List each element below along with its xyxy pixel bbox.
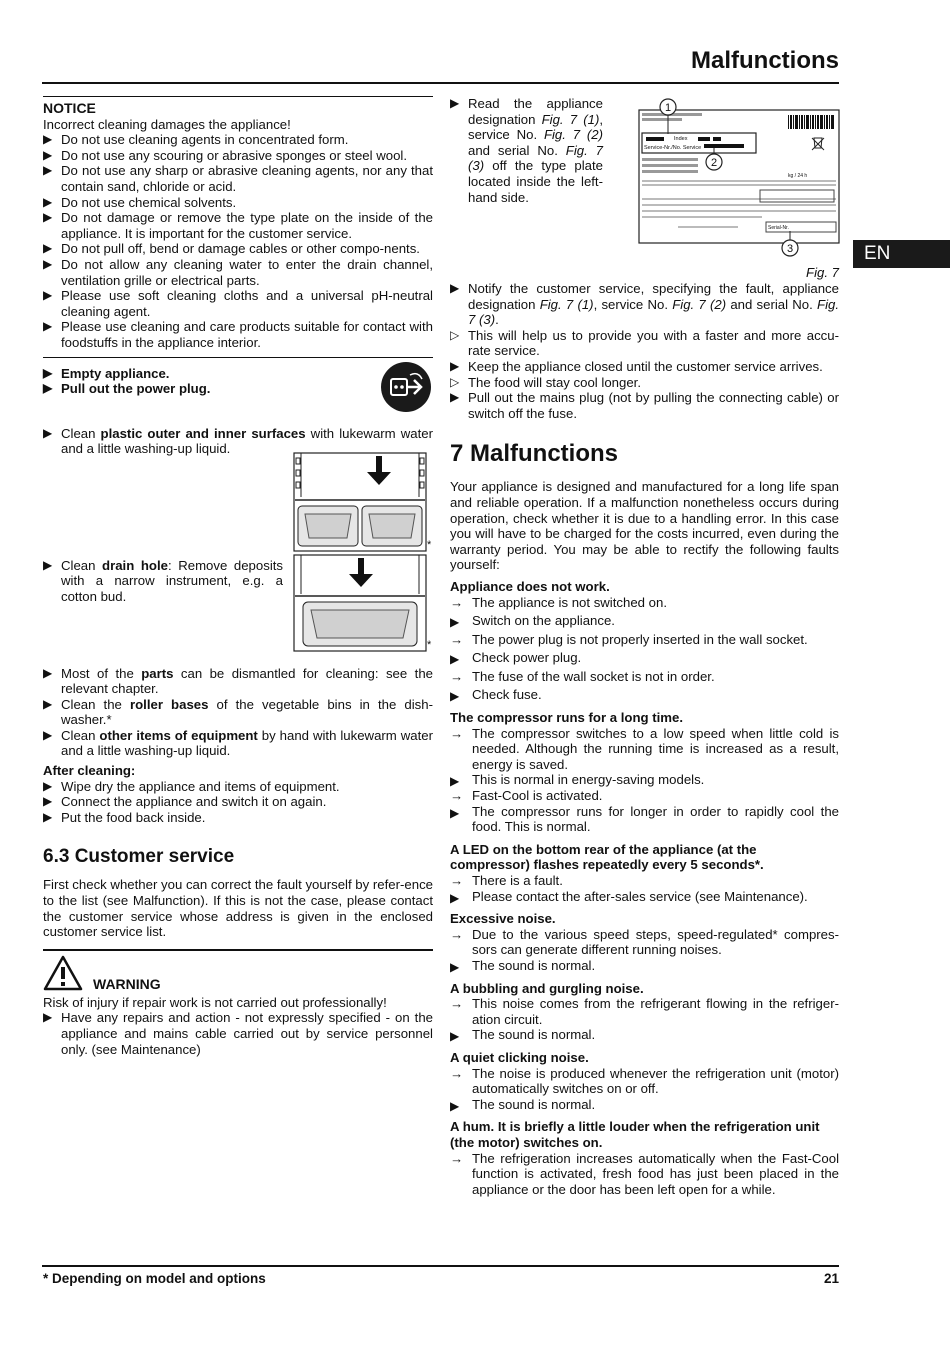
triangle-bullet-icon: ▶: [450, 774, 460, 789]
language-tab: EN: [853, 240, 950, 268]
notice-item: ▶ Do not use any sharp or abrasive cleaning agents, nor any that contain sand, chloride or acid.: [43, 163, 433, 194]
fault-cause: → This noise comes from the refrigerant flowing in the refriger-ation circuit.: [450, 996, 839, 1027]
service-step-item: ▷ This will help us to provide you with a faster and more accu-rate service.: [450, 327, 839, 359]
left-column: [43, 96, 433, 1057]
arrow-icon: →: [450, 594, 464, 610]
triangle-bullet-icon: ▶: [43, 132, 53, 147]
fault-remedy: ▶ The sound is normal.: [450, 1096, 596, 1113]
arrow-icon: →: [450, 926, 464, 942]
plate-kg-text: kg / 24 h: [788, 173, 808, 179]
plate-serial-text: Serial-Nr.: [768, 225, 789, 231]
fault-title: Excessive noise.: [450, 911, 556, 927]
fault-remedy: ▶ The sound is normal.: [450, 1027, 596, 1044]
section-6-3-text: First check whether you can correct the fault yourself by refer-ence to the list (see Malfunction). If this is not the case, please contact the customer service whose address is given in the enclosed customer service list.: [43, 877, 433, 940]
fault-group: [450, 579, 839, 703]
after-notify-list: [450, 328, 839, 422]
fault-group: [450, 842, 839, 904]
triangle-bullet-icon: ▷: [450, 374, 460, 389]
triangle-bullet-icon: ▶: [450, 1029, 460, 1044]
warning-item: ▶ Have any repairs and action - not expressly specified - on the appliance and mains cable carried out by service personnel only. (see Maintenance): [43, 1010, 433, 1057]
parts-item: ▶ Most of the parts can be dismantled for cleaning: see the relevant chapter.: [43, 665, 433, 697]
callout-3: 3: [786, 243, 794, 255]
triangle-bullet-icon: ▶: [450, 959, 460, 974]
warning-header: [43, 955, 433, 995]
fault-group: [450, 981, 839, 1043]
header-rule: [42, 82, 839, 84]
plate-index-text: Index: [674, 136, 688, 142]
fault-remedy: ▶ Check fuse.: [450, 687, 542, 704]
notice-bottom-rule: [43, 351, 433, 358]
fault-title: A quiet clicking noise.: [450, 1049, 589, 1065]
triangle-bullet-icon: ▶: [43, 241, 53, 256]
fault-title: A hum. It is briefly a little louder when the refrigeration unit (the motor) switches on.: [450, 1119, 820, 1150]
arrow-icon: →: [450, 996, 464, 1012]
arrow-icon: →: [450, 1065, 464, 1081]
after-cleaning-item: ▶ Connect the appliance and switch it on again.: [43, 794, 327, 810]
clean-surfaces-block: [43, 426, 433, 558]
fault-cause: → The compressor switches to a low speed when little cold is needed. Although the running time is increased as a result, energy is saved.: [450, 725, 839, 772]
fault-cause: → Due to the various speed steps, speed-regulated* compres-sors can generate different running noises.: [450, 926, 839, 958]
section-6-3-title: 6.3 Customer service: [43, 846, 235, 868]
clean-drain-item: ▶ Clean drain hole: Remove deposits with a narrow instrument, e.g. a cotton bud.: [43, 557, 284, 604]
fault-group: [450, 710, 839, 835]
fault-cause: → There is a fault.: [450, 873, 563, 888]
right-column: [450, 96, 839, 1197]
notice-top-rule: [43, 96, 433, 97]
faults-list: [450, 579, 839, 1197]
clean-surfaces-item: ▶ Clean plastic outer and inner surfaces with lukewarm water and a little washing-up liquid.: [43, 425, 433, 457]
clean-drain-block: [43, 558, 433, 666]
arrow-icon: →: [450, 631, 464, 647]
triangle-bullet-icon: ▶: [450, 805, 460, 820]
triangle-bullet-icon: ▶: [43, 256, 53, 271]
triangle-bullet-icon: ▶: [450, 615, 460, 630]
notice-item: ▶ Please use soft cleaning cloths and a universal pH-neutral cleaning agent.: [43, 288, 433, 319]
arrow-icon: →: [450, 788, 464, 804]
page-number: 21: [823, 1271, 839, 1286]
triangle-bullet-icon: ▶: [43, 163, 53, 178]
triangle-bullet-icon: ▶: [43, 778, 53, 793]
triangle-bullet-icon: ▶: [43, 794, 53, 809]
service-step-item: ▶ Keep the appliance closed until the customer service arrives.: [450, 358, 823, 374]
fault-remedy: ▶ The sound is normal.: [450, 957, 596, 974]
triangle-bullet-icon: ▶: [43, 210, 53, 225]
section-7-text: Your appliance is designed and manufactured for a long life span and reliable operation. If a malfunction nonetheless occurs during operation, check whether it is due to a handling error. In this case you will have to be charged for the costs incurred, even during the warranty period. You may be able to rectify the following faults yourself:: [450, 479, 839, 573]
after-cleaning-item: ▶ Put the food back inside.: [43, 809, 206, 825]
triangle-bullet-icon: ▶: [450, 689, 460, 704]
warning-intro: Risk of injury if repair work is not carried out professionally!: [43, 994, 387, 1010]
notice-item: ▶ Do not damage or remove the type plate on the inside of the appliance. It is important for the customer service.: [43, 210, 433, 241]
section-7-title: 7 Malfunctions: [450, 440, 619, 468]
footer-rule: [42, 1265, 839, 1267]
rollers-item: ▶ Clean the roller bases of the vegetable bins in the dish-washer.*: [43, 696, 433, 728]
triangle-bullet-icon: ▷: [450, 327, 460, 342]
notice-item: ▶ Do not pull off, bend or damage cables or other compo-nents.: [43, 241, 420, 257]
type-plate-figure: [638, 98, 840, 258]
fault-title: The compressor runs for a long time.: [450, 710, 684, 726]
fault-remedy: ▶ The compressor runs for longer in order to rapidly cool the food. This is normal.: [450, 803, 839, 835]
arrow-icon: →: [450, 668, 464, 684]
fault-cause: → The power plug is not properly inserted in the wall socket.: [450, 631, 808, 647]
notice-item: ▶ Please use cleaning and care products suitable for contact with foodstuffs in the appliance interior.: [43, 319, 433, 350]
fault-group: [450, 911, 839, 973]
triangle-bullet-icon: ▶: [43, 288, 53, 303]
after-cleaning-item: ▶ Wipe dry the appliance and items of equipment.: [43, 778, 340, 794]
notice-item: ▶ Do not allow any cleaning water to enter the drain channel, ventilation grille or electrical parts.: [43, 256, 433, 288]
step-unplug: ▶ Pull out the power plug.: [43, 381, 211, 397]
after-cleaning-title: After cleaning:: [43, 763, 136, 779]
plate-service-text: Service-Nr./No. Service: [644, 145, 702, 151]
callout-1: 1: [664, 102, 672, 114]
triangle-bullet-icon: ▶: [43, 147, 53, 162]
fault-cause: → The appliance is not switched on.: [450, 594, 667, 610]
notify-item: ▶ Notify the customer service, specifying the fault, appliance designation Fig. 7 (1), service No. Fig. 7 (2) and serial No. Fig. 7 (3).: [450, 281, 840, 328]
fault-remedy: ▶ This is normal in energy-saving models.: [450, 772, 705, 789]
triangle-bullet-icon: ▶: [450, 390, 460, 405]
notice-item: ▶ Do not use cleaning agents in concentrated form.: [43, 132, 349, 148]
asterisk-1: *: [427, 538, 432, 551]
fault-remedy: ▶ Please contact the after-sales service (see Maintenance).: [450, 888, 808, 905]
triangle-bullet-icon: ▶: [450, 358, 460, 373]
fault-group: [450, 1050, 839, 1112]
fault-remedy: ▶ Check power plug.: [450, 650, 582, 667]
triangle-bullet-icon: ▶: [450, 652, 460, 667]
fault-remedy: ▶ Switch on the appliance.: [450, 613, 615, 630]
callout-2: 2: [710, 157, 718, 169]
arrow-icon: →: [450, 873, 464, 888]
footer-note: * Depending on model and options: [43, 1271, 266, 1286]
vegetable-bins-illustration: [293, 452, 427, 552]
fault-cause: → The noise is produced whenever the refrigeration unit (motor) automatically switches on or off.: [450, 1065, 839, 1097]
asterisk-2: *: [427, 638, 432, 651]
fault-group: [450, 1119, 839, 1197]
page-header-title: Malfunctions: [691, 47, 839, 74]
notice-item: ▶ Do not use chemical solvents.: [43, 194, 237, 210]
triangle-bullet-icon: ▶: [450, 1098, 460, 1113]
warning-title: WARNING: [93, 975, 161, 992]
figure-caption: Fig. 7: [806, 265, 839, 280]
fault-cause: → Fast-Cool is activated.: [450, 788, 603, 804]
fault-cause: → The fuse of the wall socket is not in order.: [450, 668, 715, 684]
triangle-bullet-icon: ▶: [43, 809, 53, 824]
unplug-icon: [380, 361, 432, 413]
step-empty: ▶ Empty appliance.: [43, 365, 170, 381]
notice-item: ▶ Do not use any scouring or abrasive sponges or steel wool.: [43, 147, 407, 163]
fault-title: A LED on the bottom rear of the appliance (at the compressor) flashes repeatedly every 5 seconds*.: [450, 841, 764, 873]
notice-title: NOTICE: [43, 100, 96, 116]
fault-cause: → The refrigeration increases automatically when the Fast-Cool function is activated, fresh food has just been placed in the appliance or the door has been left open for a while.: [450, 1150, 839, 1197]
arrow-icon: →: [450, 1150, 464, 1166]
warning-top-rule: [43, 940, 433, 951]
arrow-icon: →: [450, 725, 464, 741]
notice-intro: Incorrect cleaning damages the appliance!: [43, 116, 291, 132]
after-cleaning-list: [43, 779, 433, 826]
notice-list: [43, 132, 433, 350]
read-designation-item: ▶ Read the appliance designation Fig. 7 (1), service No. Fig. 7 (2) and serial No. Fig. 7 (3) off the type plate located inside the left-hand side.: [450, 96, 604, 205]
triangle-bullet-icon: ▶: [43, 194, 53, 209]
drain-hole-illustration: [293, 554, 427, 652]
triangle-bullet-icon: ▶: [43, 319, 53, 334]
type-plate-block: [450, 96, 839, 280]
fault-title: Appliance does not work.: [450, 578, 610, 594]
triangle-bullet-icon: ▶: [450, 890, 460, 905]
other-items-item: ▶ Clean other items of equipment by hand with lukewarm water and a little washing-up liquid.: [43, 727, 433, 759]
warning-icon: [43, 955, 83, 991]
service-step-item: ▶ Pull out the mains plug (not by pulling the connecting cable) or switch off the fuse.: [450, 390, 839, 421]
steps-block: [43, 366, 433, 418]
fault-title: A bubbling and gurgling noise.: [450, 980, 644, 996]
service-step-item: ▷ The food will stay cool longer.: [450, 374, 641, 390]
